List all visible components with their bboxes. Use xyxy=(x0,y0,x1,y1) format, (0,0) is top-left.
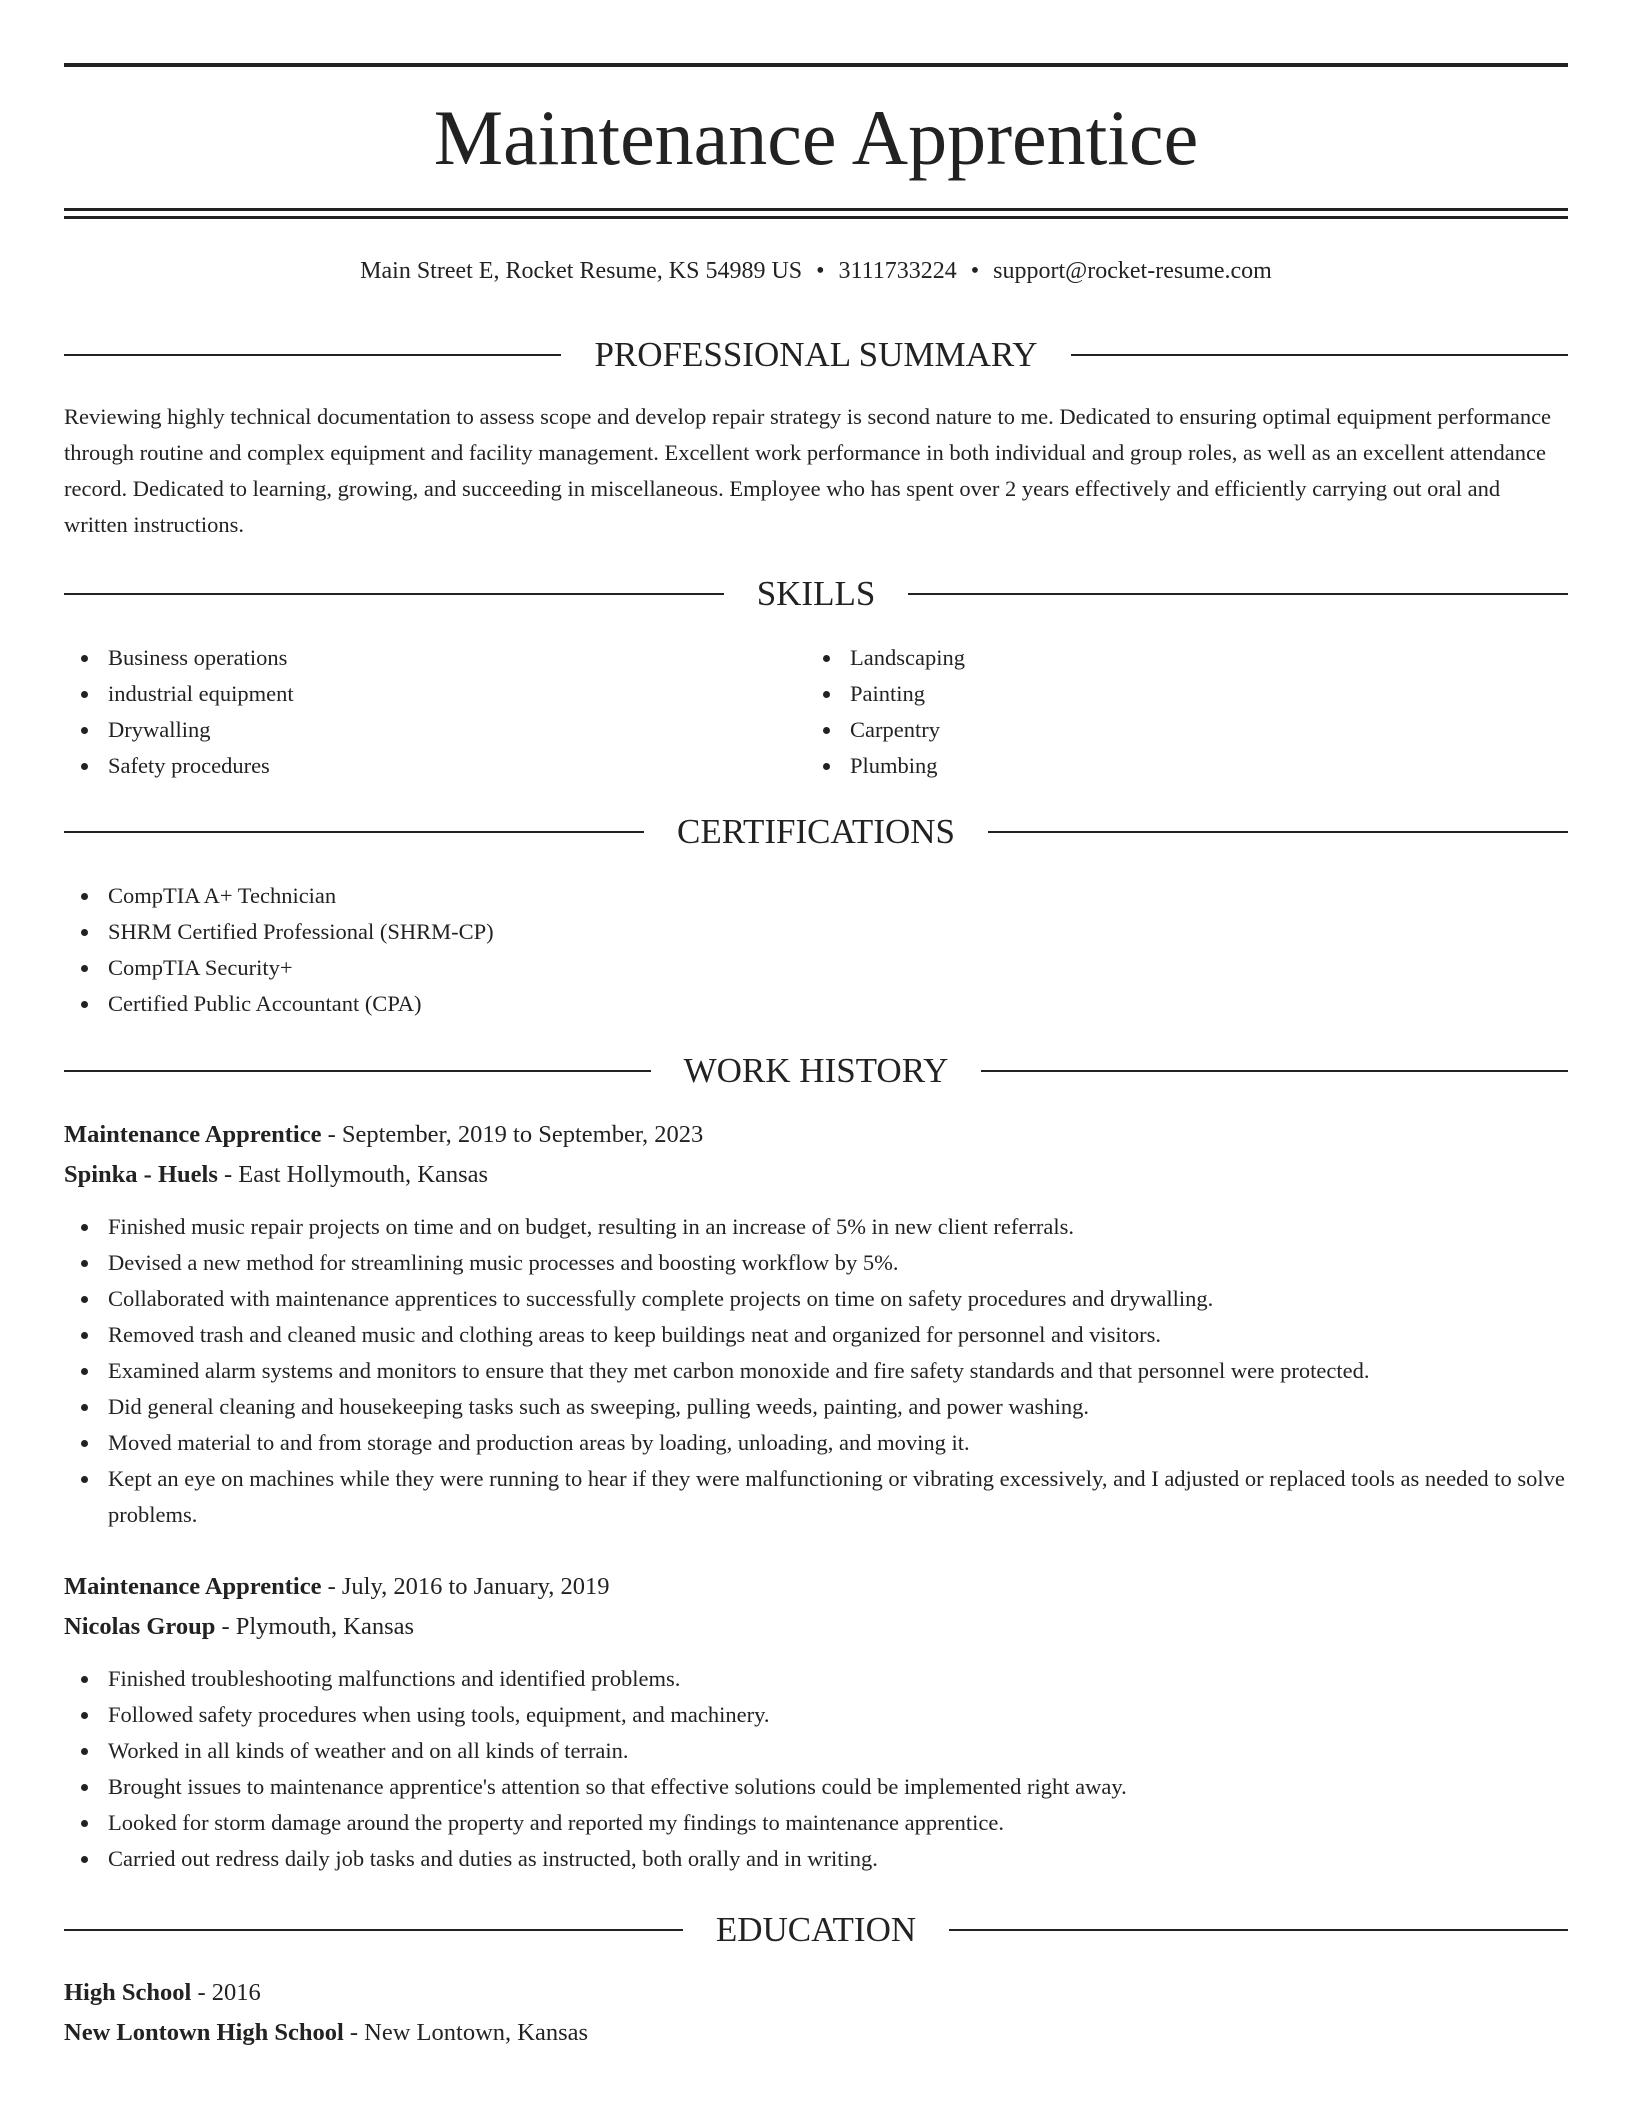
contact-address: Main Street E, Rocket Resume, KS 54989 US xyxy=(360,258,803,284)
heading-rule-left xyxy=(64,1929,683,1931)
job-role: Maintenance Apprentice xyxy=(64,1573,322,1600)
contact-line xyxy=(64,255,1568,287)
heading-rule-right xyxy=(988,831,1568,833)
job-bullet: Kept an eye on machines while they were running to hear if they were malfunctioning or vibrating excessively, and I adjusted or replaced tools as needed to solve problems. xyxy=(64,1461,1568,1533)
skill-item: Painting xyxy=(806,676,1546,712)
job-bullet: Followed safety procedures when using tools, equipment, and machinery. xyxy=(64,1697,1568,1733)
certification-item: Certified Public Accountant (CPA) xyxy=(64,986,1568,1022)
skill-item: Carpentry xyxy=(806,712,1546,748)
skill-item: Safety procedures xyxy=(64,748,804,784)
education-title: EDUCATION xyxy=(715,1910,917,1949)
skill-item: Plumbing xyxy=(806,748,1546,784)
summary-title: PROFESSIONAL SUMMARY xyxy=(594,335,1038,374)
certification-item: CompTIA A+ Technician xyxy=(64,878,1568,914)
education-heading xyxy=(64,1908,1568,1952)
job-company-line xyxy=(64,1155,1568,1195)
education-degree-line xyxy=(64,1973,1568,2013)
job-title-line xyxy=(64,1115,1568,1155)
job-bullet: Devised a new method for streamlining music processes and boosting workflow by 5%. xyxy=(64,1245,1568,1281)
heading-rule-right xyxy=(908,593,1568,595)
job-dates: - July, 2016 to January, 2019 xyxy=(321,1573,610,1600)
job-title-line xyxy=(64,1567,1568,1607)
header-bottom-rule-second xyxy=(64,216,1568,219)
job-bullet: Looked for storm damage around the property and reported my findings to maintenance apprentice. xyxy=(64,1805,1568,1841)
job-bullets xyxy=(64,1661,1568,1877)
job-dates: - September, 2019 to September, 2023 xyxy=(321,1121,704,1148)
job-bullet: Removed trash and cleaned music and clothing areas to keep buildings neat and organized for personnel and visitors. xyxy=(64,1317,1568,1353)
contact-email[interactable]: support@rocket-resume.com xyxy=(993,258,1272,284)
summary-text: Reviewing highly technical documentation to assess scope and develop repair strategy is second nature to me. Dedicated to ensuring optimal equipment performance through routine and complex equipment and facility management. Excellent work performance in both individual and group roles, as well as an excellent attendance record. Dedicated to learning, growing, and succeeding in miscellaneous. Employee who has spent over 2 years effectively and efficiently carrying out oral and written instructions. xyxy=(64,404,1552,537)
contact-phone: 3111733224 xyxy=(838,258,957,284)
skills-title: SKILLS xyxy=(756,574,876,613)
job-role: Maintenance Apprentice xyxy=(64,1121,322,1148)
education-location: - New Lontown, Kansas xyxy=(343,2019,589,2046)
job-company: Spinka - Huels xyxy=(64,1161,218,1188)
job-bullet: Worked in all kinds of weather and on all kinds of terrain. xyxy=(64,1733,1568,1769)
contact-separator: • xyxy=(970,258,980,284)
header-top-rule xyxy=(64,63,1568,67)
heading-rule-left xyxy=(64,593,724,595)
skill-item: Landscaping xyxy=(806,640,1546,676)
education-school-line xyxy=(64,2013,1568,2053)
skill-item: Drywalling xyxy=(64,712,804,748)
job-bullet: Carried out redress daily job tasks and duties as instructed, both orally and in writing. xyxy=(64,1841,1568,1877)
heading-rule-right xyxy=(949,1929,1568,1931)
skill-item: Business operations xyxy=(64,640,804,676)
job-bullet: Finished music repair projects on time and on budget, resulting in an increase of 5% in new client referrals. xyxy=(64,1209,1568,1245)
job-location: - Plymouth, Kansas xyxy=(215,1613,415,1640)
work-history-heading xyxy=(64,1049,1568,1093)
job-company: Nicolas Group xyxy=(64,1613,216,1640)
certifications-list xyxy=(64,878,1568,1022)
contact-separator: • xyxy=(816,258,825,284)
education-year: - 2016 xyxy=(191,1979,261,2006)
job-bullets xyxy=(64,1209,1568,1533)
heading-rule-right xyxy=(1071,354,1568,356)
certification-item: SHRM Certified Professional (SHRM-CP) xyxy=(64,914,1568,950)
job-location: - East Hollymouth, Kansas xyxy=(217,1161,489,1188)
header-bottom-rule xyxy=(64,208,1568,211)
certifications-heading xyxy=(64,810,1568,854)
job-bullet: Finished troubleshooting malfunctions and identified problems. xyxy=(64,1661,1568,1697)
job-bullet: Moved material to and from storage and production areas by loading, unloading, and moving it. xyxy=(64,1425,1568,1461)
skills-heading xyxy=(64,572,1568,616)
work-history-title: WORK HISTORY xyxy=(683,1051,949,1090)
certification-item: CompTIA Security+ xyxy=(64,950,1568,986)
job-company-line xyxy=(64,1607,1568,1647)
skills-list-left xyxy=(64,640,804,784)
education-degree: High School xyxy=(64,1979,192,2006)
heading-rule-left xyxy=(64,354,561,356)
resume-name: Maintenance Apprentice xyxy=(433,94,1199,181)
summary-heading xyxy=(64,333,1568,377)
skills-list-right xyxy=(806,640,1546,784)
heading-rule-left xyxy=(64,831,644,833)
job-bullet: Collaborated with maintenance apprentices to successfully complete projects on time on safety procedures and drywalling. xyxy=(64,1281,1568,1317)
heading-rule-right xyxy=(981,1070,1568,1072)
heading-rule-left xyxy=(64,1070,651,1072)
job-bullet: Did general cleaning and housekeeping tasks such as sweeping, pulling weeds, painting, and power washing. xyxy=(64,1389,1568,1425)
job-bullet: Brought issues to maintenance apprentice's attention so that effective solutions could be implemented right away. xyxy=(64,1769,1568,1805)
skill-item: industrial equipment xyxy=(64,676,804,712)
education-school: New Lontown High School xyxy=(64,2019,344,2046)
certifications-title: CERTIFICATIONS xyxy=(677,812,955,851)
job-bullet: Examined alarm systems and monitors to ensure that they met carbon monoxide and fire safety standards and that personnel were protected. xyxy=(64,1353,1568,1389)
